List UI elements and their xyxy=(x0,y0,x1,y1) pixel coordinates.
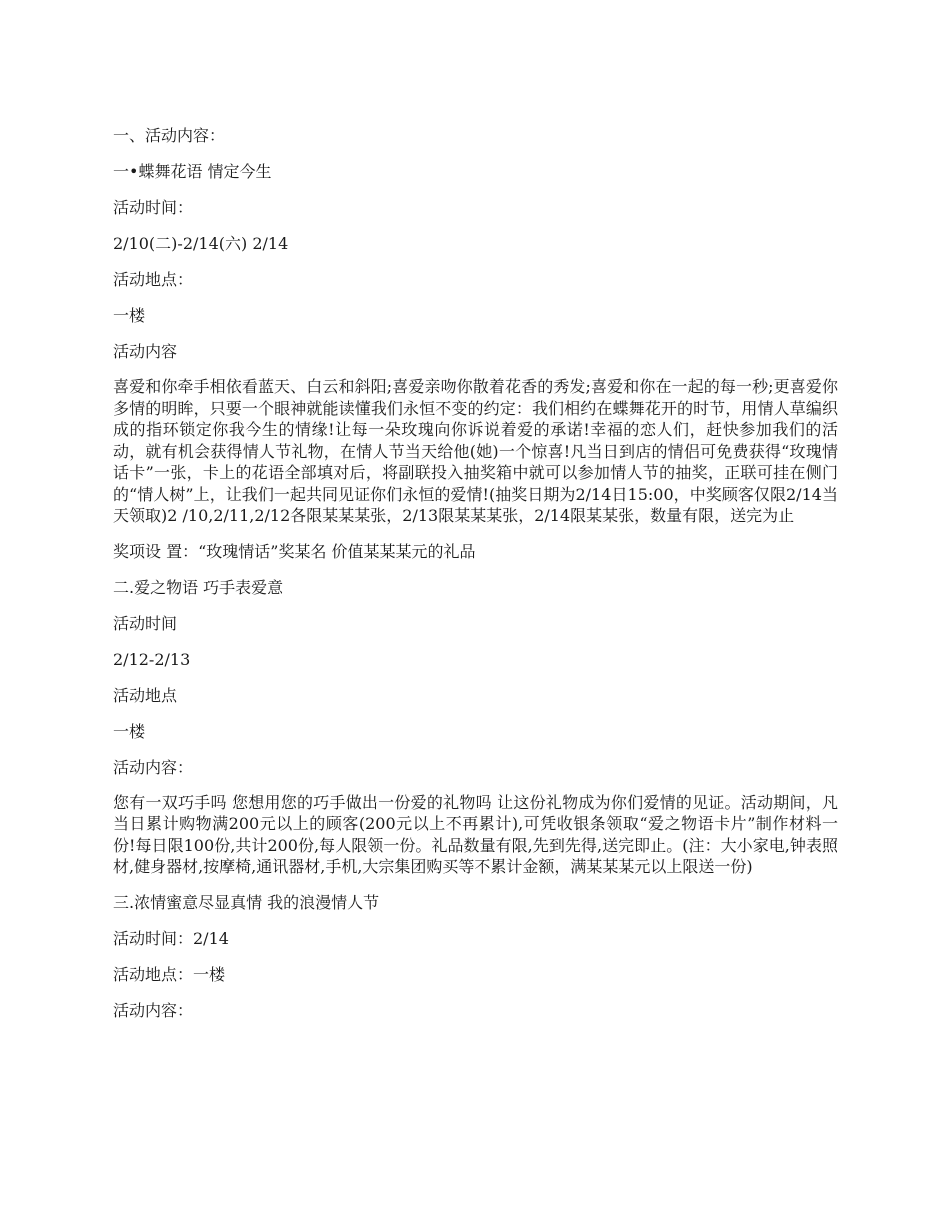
activity-3-content-label: 活动内容： xyxy=(113,1000,194,1020)
activity-2-description: 您有一双巧手吗 您想用您的巧手做出一份爱的礼物吗 让这份礼物成为你们爱情的见证。活动期间，凡当日累计购物满200元以上的顾客(200元以上不再累计),可凭收银条领取“爱之物语卡片”制作材料一份!每日限100份,共计200份,每人限领一份。礼品数量有限,先到先得,送完即止。(注：大小家电,钟表照材,健身器材,按摩椅,通讯器材,手机,大宗集团购买等不累计金额，满某某某元以上限送一份) xyxy=(113,792,838,876)
activity-3-location: 活动地点：一楼 xyxy=(113,964,226,984)
document-body xyxy=(113,124,838,1035)
activity-1-time-label: 活动时间： xyxy=(113,198,194,217)
activity-2-title: 二.爱之物语 巧手表爱意 xyxy=(113,577,284,597)
activity-3-time: 活动时间：2/14 xyxy=(113,928,229,948)
activity-2-location-label: 活动地点 xyxy=(113,685,178,705)
activity-2-time-label: 活动时间 xyxy=(113,613,178,633)
section-heading-activities: 一、活动内容： xyxy=(113,126,226,145)
activity-1-title: 一•蝶舞花语 情定今生 xyxy=(113,162,272,181)
activity-1-description: 喜爱和你牵手相依看蓝天、白云和斜阳;喜爱亲吻你散着花香的秀发;喜爱和你在一起的每一秒;更喜爱你多情的明眸，只要一个眼神就能读懂我们永恒不变的约定：我们相约在蝶舞花开的时节，用情人草编织成的指环锁定你我今生的情缘!让每一朵玫瑰向你诉说着爱的承诺!幸福的恋人们，赶快参加我们的活动，就有机会获得情人节礼物，在情人节当天给他(她)一个惊喜!凡当日到店的情侣可免费获得“玫瑰情话卡”一张，卡上的花语全部填对后，将副联投入抽奖箱中就可以参加情人节的抽奖，正联可挂在侧门的“情人树”上，让我们一起共同见证你们永恒的爱情!(抽奖日期为2/14日15:00，中奖顾客仅限2/14当天领取)2 /10,2/11,2/12各限某某某张，2/13限某某某张，2/14限某某张，数量有限，送完为止 xyxy=(113,377,838,525)
activity-1-location-value: 一楼 xyxy=(113,306,146,325)
activity-2-content-label: 活动内容： xyxy=(113,757,194,777)
activity-1-prize: 奖项设 置：“玫瑰情话”奖某名 价值某某某元的礼品 xyxy=(113,541,476,561)
activity-1-location-label: 活动地点： xyxy=(113,270,194,289)
activity-3-title: 三.浓情蜜意尽显真情 我的浪漫情人节 xyxy=(113,892,380,912)
activity-2-location-value: 一楼 xyxy=(113,721,146,741)
activity-1-time-value: 2/10(二)-2/14(六) 2/14 xyxy=(113,234,289,253)
activity-2-time-value: 2/12-2/13 xyxy=(113,649,191,669)
activity-1-content-label: 活动内容 xyxy=(113,342,178,361)
